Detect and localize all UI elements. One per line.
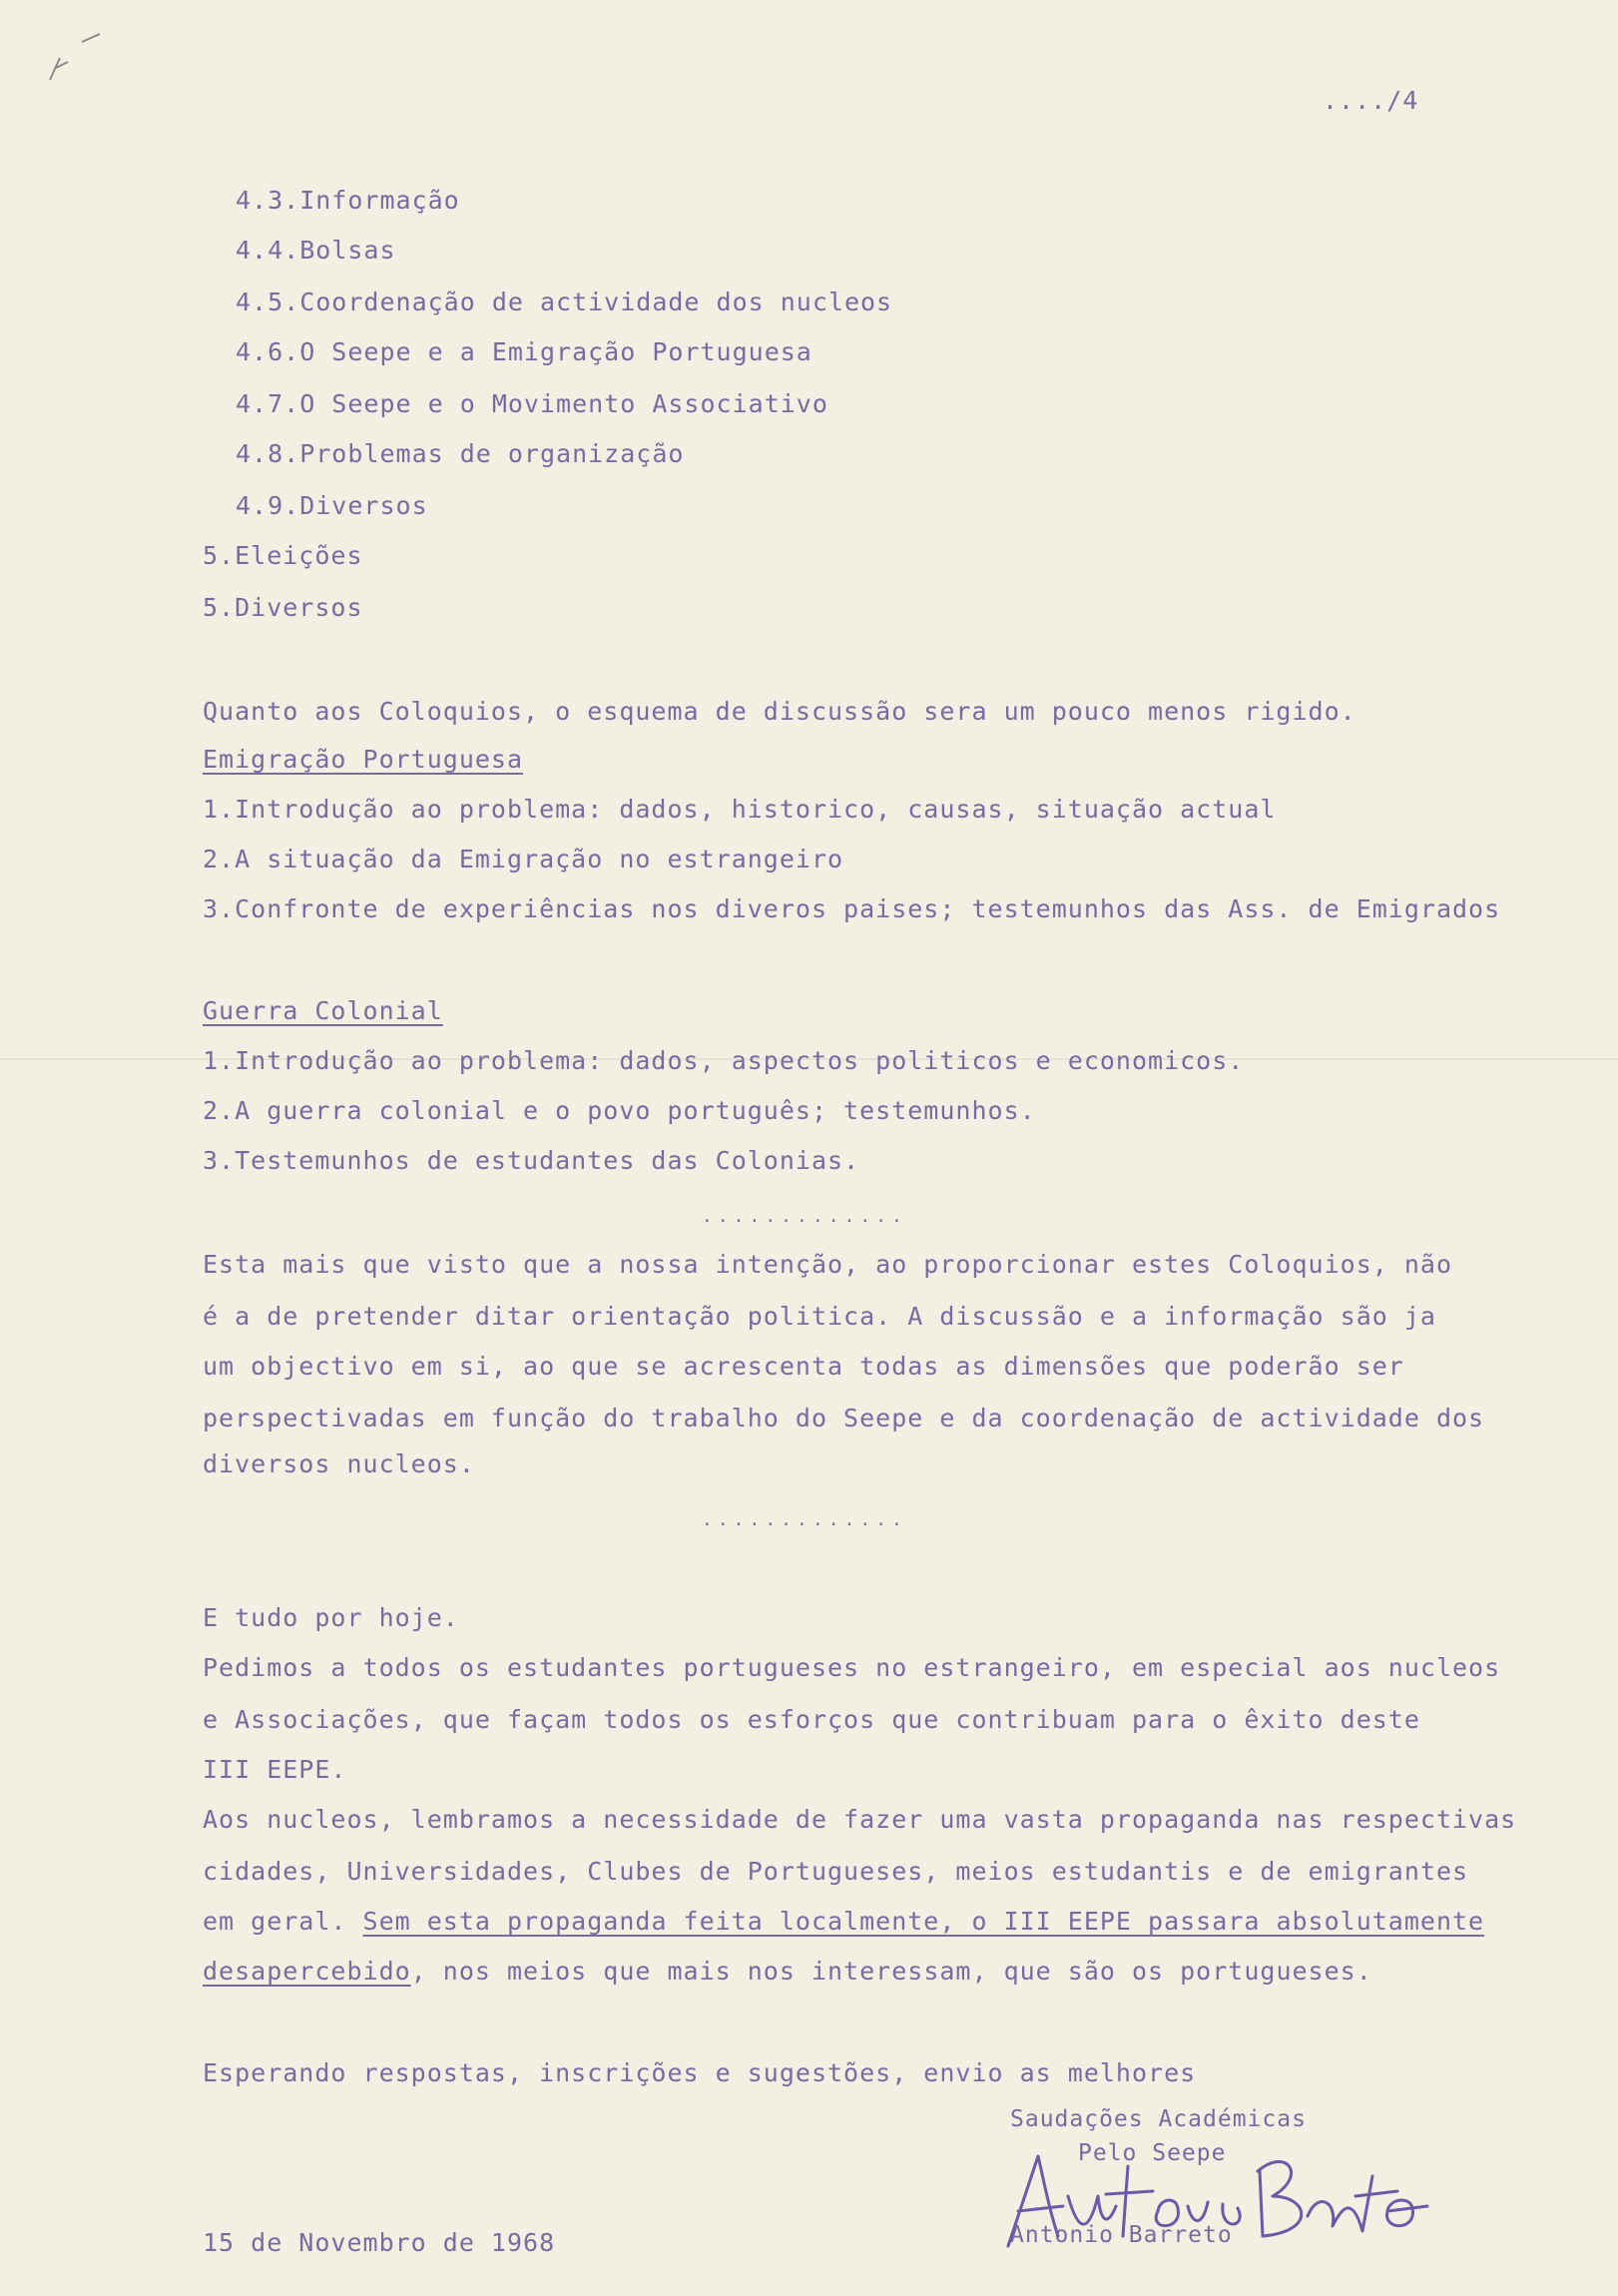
emigracao-item: 2.A situação da Emigração no estrangeiro bbox=[203, 845, 844, 873]
emigracao-item: 1.Introdução ao problema: dados, historico, causas, situação actual bbox=[203, 795, 1277, 824]
emphasis-suffix: , nos meios que mais nos interessam, que são os portugueses. bbox=[410, 1957, 1372, 1986]
greeting: Saudações Académicas bbox=[1010, 2106, 1307, 2132]
page-number: ..../4 bbox=[1323, 86, 1419, 115]
section-heading-guerra: Guerra Colonial bbox=[203, 996, 443, 1025]
paragraph-line: perspectivadas em função do trabalho do Seepe e da coordenação de actividade dos bbox=[203, 1404, 1485, 1433]
separator-dots: ............. bbox=[702, 1509, 907, 1530]
agenda-item: 4.8.Problemas de organização bbox=[236, 439, 685, 468]
paragraph-line: é a de pretender ditar orientação politica. A discussão e a informação são ja bbox=[203, 1302, 1436, 1331]
emphasis-prefix: em geral. bbox=[203, 1907, 363, 1936]
emigracao-item: 3.Confronte de experiências nos diveros paises; testemunhos das Ass. de Emigrados bbox=[203, 894, 1501, 923]
agenda-item: 4.3.Informação bbox=[236, 186, 460, 215]
guerra-item: 3.Testemunhos de estudantes das Colonias. bbox=[203, 1146, 860, 1175]
agenda-item: 4.4.Bolsas bbox=[236, 236, 396, 265]
agenda-item: 4.7.O Seepe e o Movimento Associativo bbox=[236, 389, 828, 418]
emphasis-line-2 bbox=[203, 1959, 1372, 1984]
closing-line: III EEPE. bbox=[203, 1755, 347, 1784]
signatory-name: Antonio Barreto bbox=[1010, 2222, 1233, 2248]
agenda-item: 5.Eleições bbox=[203, 541, 363, 570]
handwritten-signature bbox=[988, 2136, 1437, 2256]
letter-date: 15 de Novembro de 1968 bbox=[203, 2228, 556, 2257]
paragraph-line: um objectivo em si, ao que se acrescenta todas as dimensões que poderão ser bbox=[203, 1352, 1404, 1381]
farewell-line: Esperando respostas, inscrições e sugestões, envio as melhores bbox=[203, 2058, 1197, 2087]
closing-line: e Associações, que façam todos os esforços que contribuam para o êxito deste bbox=[203, 1705, 1420, 1734]
pelo-seepe: Pelo Seepe bbox=[1078, 2140, 1227, 2166]
agenda-item: 5.Diversos bbox=[203, 593, 363, 622]
agenda-item: 4.9.Diversos bbox=[236, 491, 428, 520]
separator-dots: ............. bbox=[702, 1206, 907, 1227]
paragraph-line: diversos nucleos. bbox=[203, 1449, 475, 1478]
agenda-item: 4.5.Coordenação de actividade dos nucleos bbox=[236, 287, 893, 316]
corner-pencil-mark bbox=[20, 20, 100, 100]
closing-line: E tudo por hoje. bbox=[203, 1603, 459, 1632]
emphasis-line-1 bbox=[203, 1909, 1484, 1934]
guerra-item: 1.Introdução ao problema: dados, aspectos politicos e economicos. bbox=[203, 1046, 1245, 1075]
closing-line: Pedimos a todos os estudantes portugueses no estrangeiro, em especial aos nucleos bbox=[203, 1653, 1501, 1682]
emphasis-underlined-2: desapercebido bbox=[203, 1957, 411, 1986]
paragraph-line: Esta mais que visto que a nossa intenção, ao proporcionar estes Coloquios, não bbox=[203, 1250, 1452, 1279]
agenda-item: 4.6.O Seepe e a Emigração Portuguesa bbox=[236, 337, 812, 366]
closing-line: cidades, Universidades, Clubes de Portugueses, meios estudantis e de emigrantes bbox=[203, 1857, 1469, 1886]
section-heading-emigracao: Emigração Portuguesa bbox=[203, 745, 524, 774]
guerra-item: 2.A guerra colonial e o povo português; testemunhos. bbox=[203, 1096, 1036, 1125]
emphasis-underlined-1: Sem esta propaganda feita localmente, o III EEPE passara absolutamente bbox=[362, 1907, 1485, 1936]
coloquios-intro: Quanto aos Coloquios, o esquema de discussão sera um pouco menos rigido. bbox=[203, 697, 1356, 726]
closing-line: Aos nucleos, lembramos a necessidade de fazer uma vasta propaganda nas respectivas bbox=[203, 1805, 1517, 1834]
